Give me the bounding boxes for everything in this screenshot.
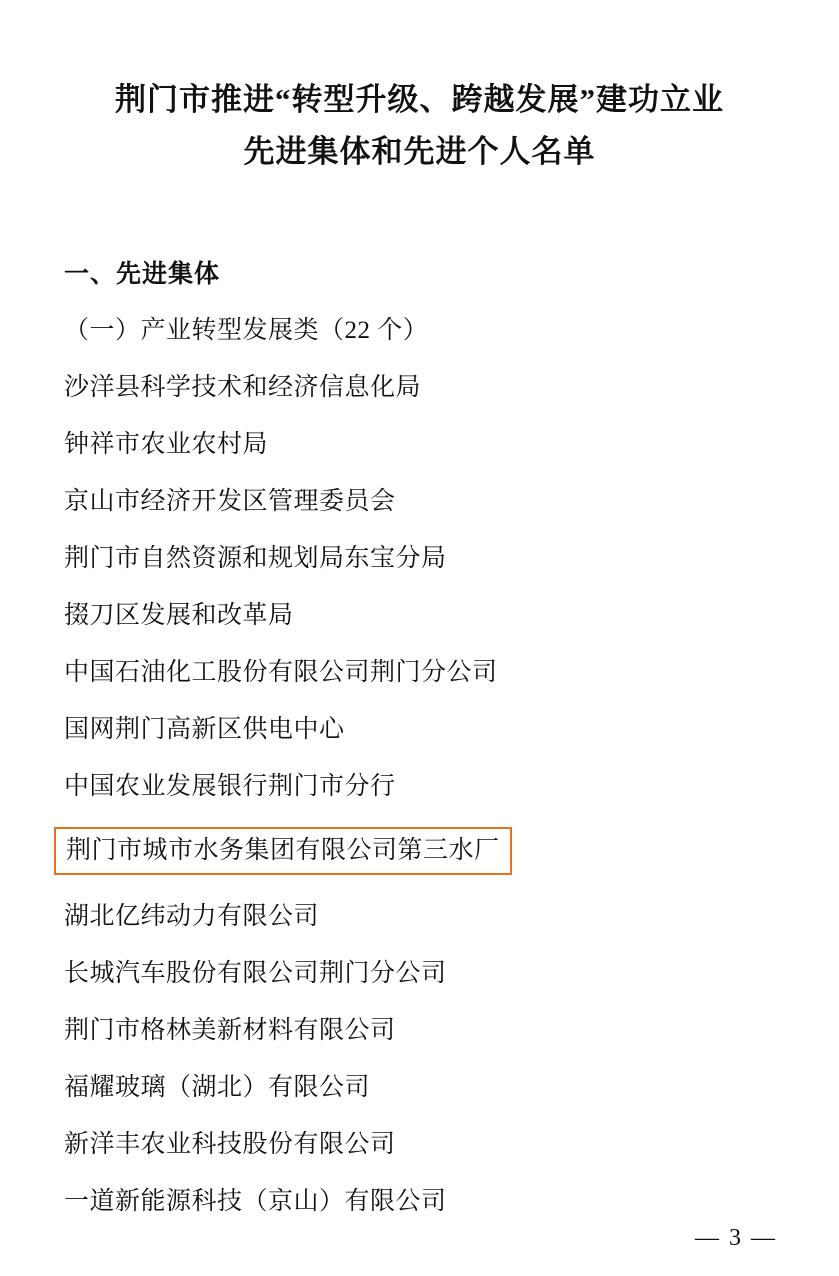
list-item (62, 745, 777, 802)
page-title (62, 60, 777, 178)
entry-text: 国网荆门高新区供电中心 (64, 716, 345, 743)
list-item (62, 631, 777, 688)
entry-text: 福耀玻璃（湖北）有限公司 (64, 1074, 371, 1101)
list-item (62, 574, 777, 631)
entry-text: 湖北亿纬动力有限公司 (64, 903, 320, 930)
list-item (62, 1046, 777, 1103)
page-title-line-1: 荆门市推进“转型升级、跨越发展”建功立业 (115, 82, 724, 117)
list-item (62, 932, 777, 989)
list-item (62, 403, 777, 460)
entry-text: 一道新能源科技（京山）有限公司 (64, 1188, 447, 1215)
entry-text: 中国农业发展银行荆门市分行 (64, 773, 396, 800)
entry-text: 长城汽车股份有限公司荆门分公司 (64, 960, 447, 987)
entry-text: 荆门市自然资源和规划局东宝分局 (64, 545, 447, 572)
entry-list (62, 346, 777, 1217)
list-item (62, 1103, 777, 1160)
entry-text: 掇刀区发展和改革局 (64, 602, 294, 629)
entry-text: 京山市经济开发区管理委员会 (64, 488, 396, 515)
list-item (62, 989, 777, 1046)
entry-text: 钟祥市农业农村局 (64, 431, 269, 458)
entry-text: 荆门市格林美新材料有限公司 (64, 1017, 396, 1044)
page-number: — 3 — (695, 1225, 777, 1251)
entry-text-highlighted: 荆门市城市水务集团有限公司第三水厂 (54, 827, 512, 875)
list-item (62, 346, 777, 403)
list-item (62, 688, 777, 745)
list-item (62, 517, 777, 574)
entry-text: 沙洋县科学技术和经济信息化局 (64, 374, 422, 401)
page-title-line-2: 先进集体和先进个人名单 (243, 134, 596, 169)
entry-text: 中国石油化工股份有限公司荆门分公司 (64, 659, 498, 686)
list-item-highlighted (62, 802, 777, 875)
entry-text: 新洋丰农业科技股份有限公司 (64, 1131, 396, 1158)
list-item (62, 875, 777, 932)
section-heading: 一、先进集体 (64, 261, 221, 288)
list-item (62, 1160, 777, 1217)
subsection-heading: （一）产业转型发展类（22 个） (64, 317, 429, 344)
list-item (62, 460, 777, 517)
